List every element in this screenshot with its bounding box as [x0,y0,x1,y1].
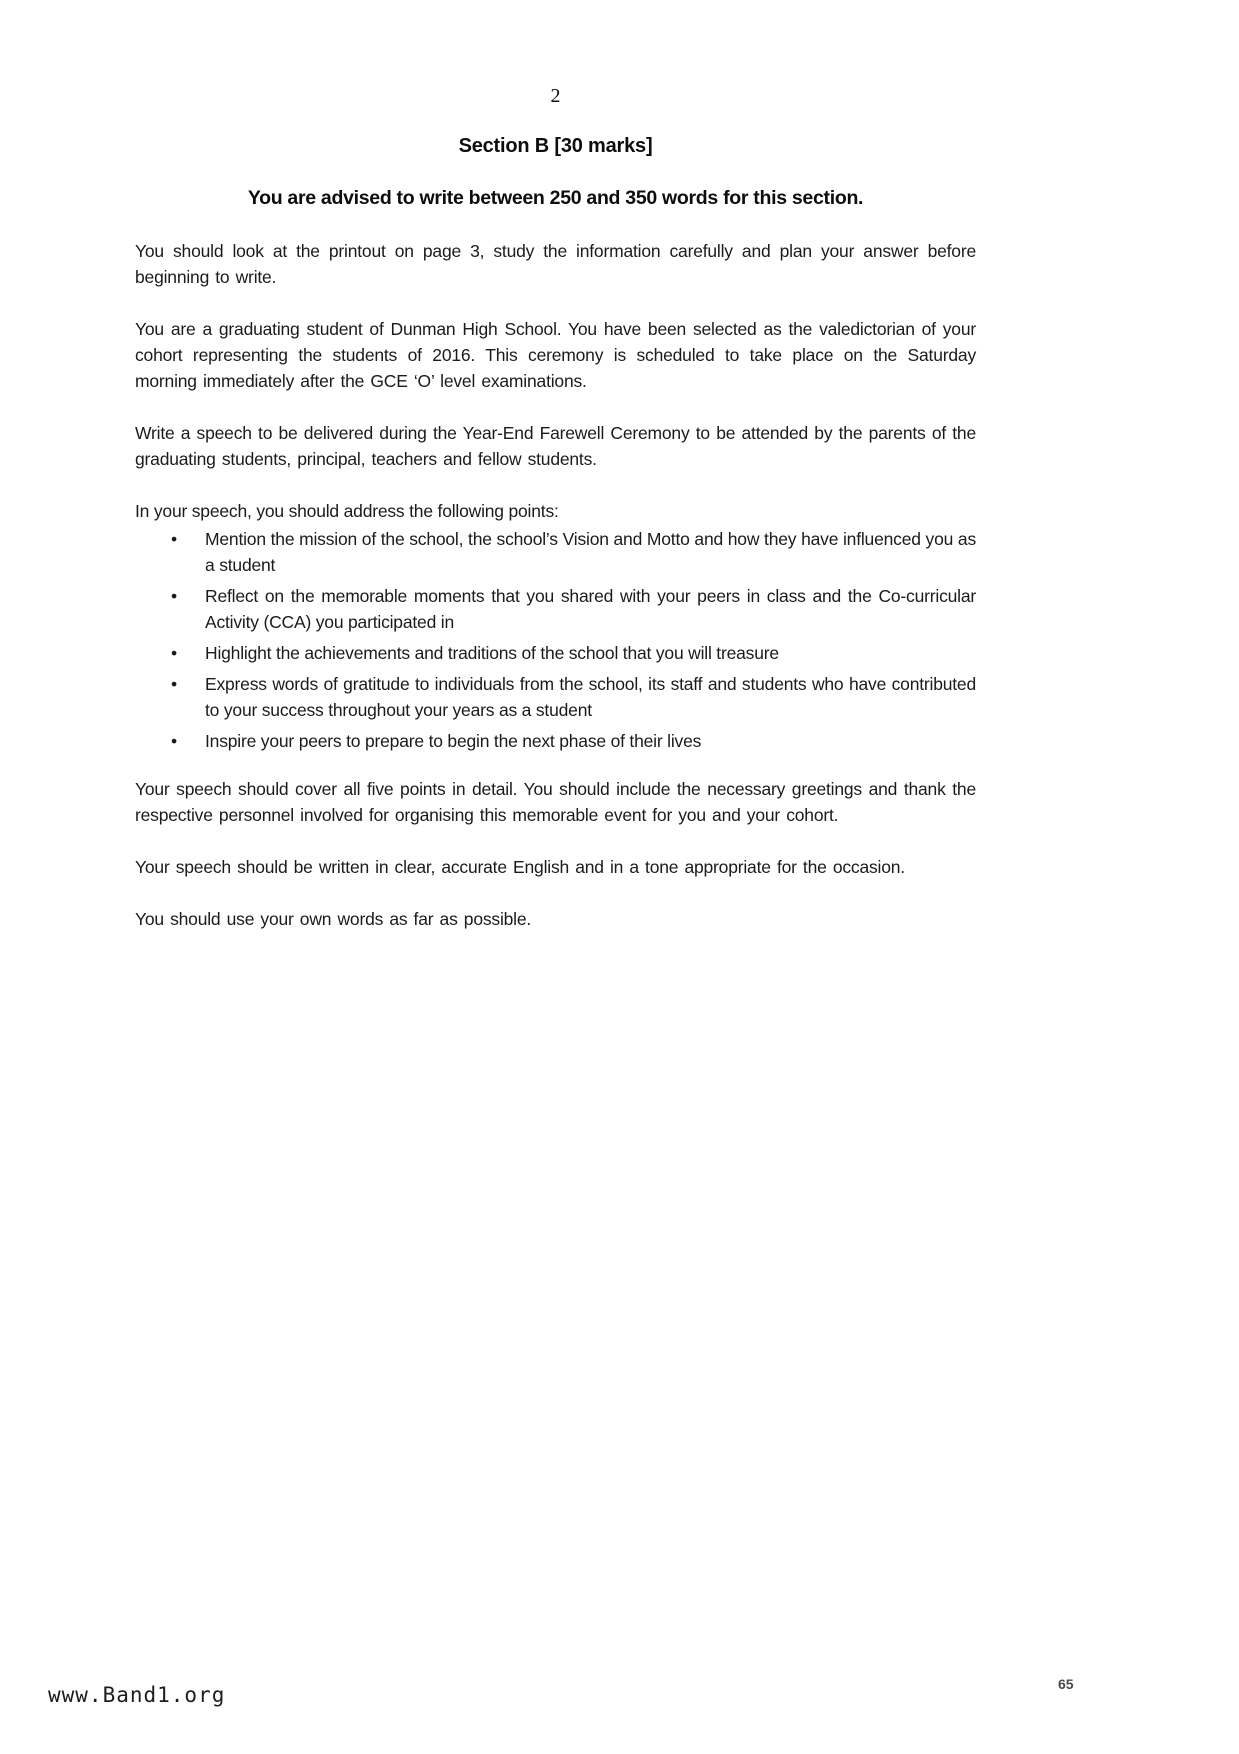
paragraph-task: Write a speech to be delivered during the Year-End Farewell Ceremony to be attended by the parents of the graduating students, principal, teachers and fellow students. [135,423,976,469]
paragraph-coverage: Your speech should cover all five points in detail. You should include the necessary greetings and thank the respective personnel involved for organising this memorable event for you and your cohort. [135,779,976,825]
page-number-bottom: 65 [1058,1676,1074,1692]
list-item-text: Inspire your peers to prepare to begin the next phase of their lives [205,731,702,751]
paragraph-scenario: You are a graduating student of Dunman High School. You have been selected as the valedictorian of your cohort representing the students of 2016. This ceremony is scheduled to take place on the Saturday morning immediately after the GCE ‘O’ level examinations. [135,319,976,391]
page-number-top: 2 [550,85,561,107]
paragraph-own-words: You should use your own words as far as possible. [135,909,532,929]
bullet-icon: • [171,529,177,549]
watermark-url: www.Band1.org [48,1683,226,1707]
list-item [135,640,976,666]
list-item-text: Reflect on the memorable moments that you shared with your peers in class and the Co-curricular Activity (CCA) you participated in [205,586,976,632]
list-item [135,583,976,635]
bullet-icon: • [171,586,177,606]
list-item-text: Express words of gratitude to individuals from the school, its staff and students who have contributed to your success throughout your years as a student [205,674,976,720]
list-item [135,526,976,578]
page-content [135,84,976,932]
bullet-icon: • [171,643,177,663]
list-item [135,728,976,754]
list-item-text: Mention the mission of the school, the school’s Vision and Motto and how they have influenced you as a student [205,529,976,575]
bullet-icon: • [171,731,177,751]
list-item [135,671,976,723]
points-intro: In your speech, you should address the following points: [135,501,559,521]
advice-heading: You are advised to write between 250 and 350 words for this section. [247,187,864,209]
list-item-text: Highlight the achievements and traditions of the school that you will treasure [205,643,779,663]
paragraph-tone: Your speech should be written in clear, accurate English and in a tone appropriate for the occasion. [135,857,905,877]
points-list [135,526,976,754]
paragraph-instructions: You should look at the printout on page 3, study the information carefully and plan your answer before beginning to write. [135,241,976,287]
bullet-icon: • [171,674,177,694]
section-heading: Section B [30 marks] [458,135,653,157]
